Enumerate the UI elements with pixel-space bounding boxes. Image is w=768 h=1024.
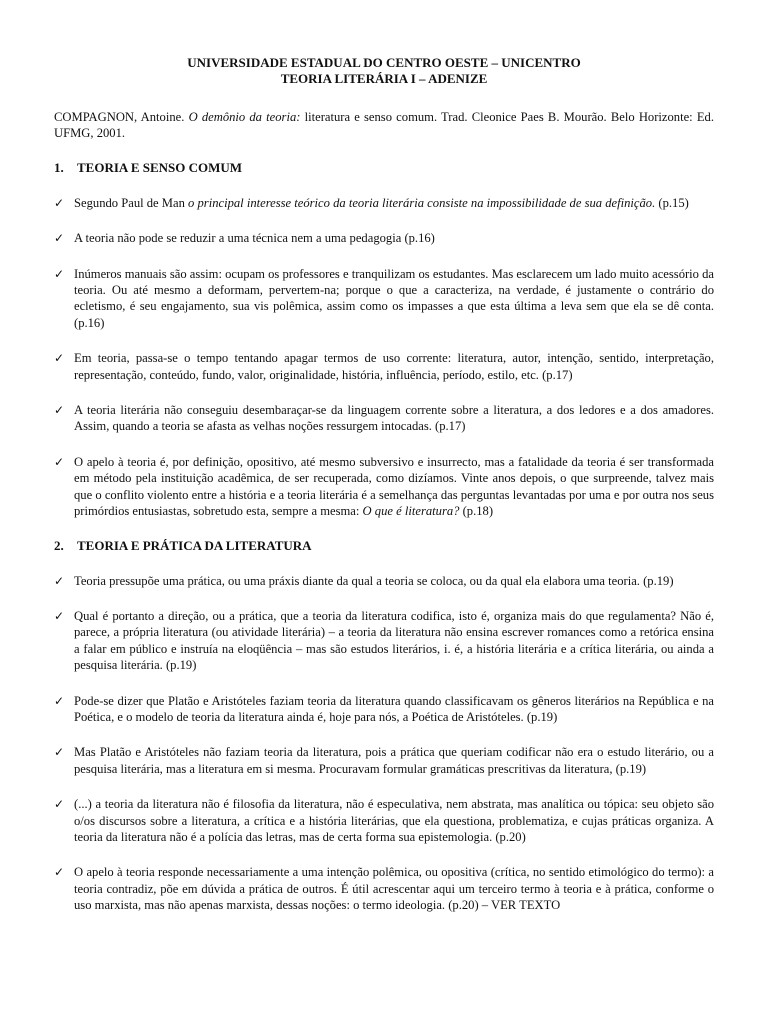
item-text: Teoria pressupõe uma prática, ou uma práxis diante da qual a teoria se coloca, ou da qual ela elabora uma teoria. (p.19) (74, 573, 674, 588)
check-mark-icon: ✓ (54, 195, 65, 210)
item-text: (...) a teoria da literatura não é filosofia da literatura, não é especulativa, nem abstrata, mas analítica ou tópica: seu objeto são o/os discursos sobre a literatura, a crítica e a história literárias, que ela questiona, problematiza, e cujas práticas organiza. A teoria da literatura não é a polícia das letras, mas de certa forma sua epistemologia. (p.20) (74, 797, 714, 844)
section-title: TEORIA E PRÁTICA DA LITERATURA (77, 537, 312, 553)
check-mark-icon: ✓ (54, 865, 65, 880)
bibliographic-reference (54, 109, 714, 142)
item-text: Mas Platão e Aristóteles não faziam teoria da literatura, pois a prática que queriam codificar não era o estudo literário, ou a pesquisa literária, mas a literatura em si mesma. Procuravam formular gramáticas prescritivas da literatura, (p.19) (74, 745, 714, 776)
check-mark-icon: ✓ (54, 231, 65, 246)
list-item (54, 454, 714, 520)
reference-details: literatura e senso comum. Trad. Cleonice Paes B. Mourão. Belo Horizonte: Ed. UFMG, 2001. (54, 110, 714, 141)
check-mark-icon: ✓ (54, 573, 65, 588)
item-text: Qual é portanto a direção, ou a prática, que a teoria da literatura codifica, isto é, organiza mais do que regulamenta? Não é, parece, a própria literatura (ou atividade literária) – a teoria da literatura não ensina escrever romances como a retórica ensina a falar em público e instruía na eloqüência – mas são estudos literários, i. é, a história literária e a crítica literária, ou ainda a pesquisa literária. (p.19) (74, 608, 714, 673)
item-page-ref: (p.15) (655, 195, 689, 210)
item-italic-text: O que é literatura? (362, 504, 460, 519)
check-mark-icon: ✓ (54, 403, 65, 418)
list-item (54, 266, 714, 332)
section-heading (54, 160, 714, 176)
document-header (54, 55, 714, 87)
course-name: TEORIA LITERÁRIA I – ADENIZE (280, 71, 488, 86)
item-text: A teoria não pode se reduzir a uma técnica nem a uma pedagogia (p.16) (74, 231, 435, 246)
check-mark-icon: ✓ (54, 454, 65, 469)
check-mark-icon: ✓ (54, 608, 65, 623)
list-item (54, 195, 714, 211)
list-item (54, 350, 714, 383)
reference-title: O demônio da teoria: (188, 110, 301, 124)
list-item (54, 608, 714, 674)
list-item (54, 402, 714, 435)
check-mark-icon: ✓ (54, 266, 65, 281)
bullet-list (54, 195, 714, 520)
item-text: A teoria literária não conseguiu desembaraçar-se da linguagem corrente sobre a literatura, a dos ledores e a dos amadores. Assim, quando a teoria se afasta as velhas noções ressurgem intocadas. (p.17) (74, 403, 714, 434)
item-text: Pode-se dizer que Platão e Aristóteles faziam teoria da literatura quando classificavam os gêneros literários na República e na Poética, e o modelo de teoria da literatura ainda é, hoje para nós, a Poética de Aristóteles. (p.19) (74, 693, 714, 724)
bullet-list (54, 573, 714, 914)
item-text: Segundo Paul de Man (74, 195, 189, 210)
item-page-ref: (p.18) (459, 504, 494, 519)
reference-author: COMPAGNON, Antoine. (54, 110, 189, 124)
item-text: Em teoria, passa-se o tempo tentando apagar termos de uso corrente: literatura, autor, intenção, sentido, interpretação, representação, conteúdo, fundo, valor, originalidade, história, influência, período, estilo, etc. (p.17) (74, 351, 714, 382)
section-number: 2. (54, 537, 64, 553)
list-item (54, 864, 714, 913)
list-item (54, 573, 714, 589)
list-item (54, 744, 714, 777)
check-mark-icon: ✓ (54, 351, 65, 366)
list-item (54, 693, 714, 726)
sections-container (54, 160, 714, 914)
item-italic-text: o principal interesse teórico da teoria literária consiste na impossibilidade de sua definição. (188, 195, 656, 210)
section-heading (54, 538, 714, 554)
item-text: Inúmeros manuais são assim: ocupam os professores e tranquilizam os estudantes. Mas esclarecem um lado muito acessório da teoria. Ou até mesmo a deformam, pervertem-na; porque o que a caracteriza, na verdade, é justamente o contrário do ecletismo, é seu engajamento, sua vis polêmica, assim como os impasses a que esta última a leva sem que ela se dê conta. (p.16) (74, 266, 715, 330)
section-title: TEORIA E SENSO COMUM (77, 159, 243, 175)
check-mark-icon: ✓ (54, 745, 65, 760)
list-item (54, 796, 714, 845)
check-mark-icon: ✓ (54, 693, 65, 708)
item-text: O apelo à teoria responde necessariamente a uma intenção polêmica, ou opositiva (crítica, no sentido etimológico do termo): a teoria contradiz, põe em dúvida a prática de outros. É útil acrescentar aqui um terceiro termo à teoria e à prática, conforme o uso marxista, mas não apenas marxista, dessas noções: o termo ideologia. (p.20) – VER TEXTO (74, 865, 714, 913)
list-item (54, 230, 714, 246)
university-name: UNIVERSIDADE ESTADUAL DO CENTRO OESTE – UNICENTRO (187, 55, 581, 70)
section-number: 1. (54, 159, 64, 175)
check-mark-icon: ✓ (54, 797, 65, 812)
item-text: O apelo à teoria é, por definição, opositivo, até mesmo subversivo e insurrecto, mas a fatalidade da teoria é ser transformada em método pela instituição acadêmica, de ser recuperada, como dizíamos. Vinte anos depois, o que surpreende, talvez mais que o conflito violento entre a história e a teoria literária é a semelhança das perguntas levantadas por uma e por outra nos seus primórdios entusiastas, sobretudo esta, sempre a mesma: (74, 454, 714, 519)
